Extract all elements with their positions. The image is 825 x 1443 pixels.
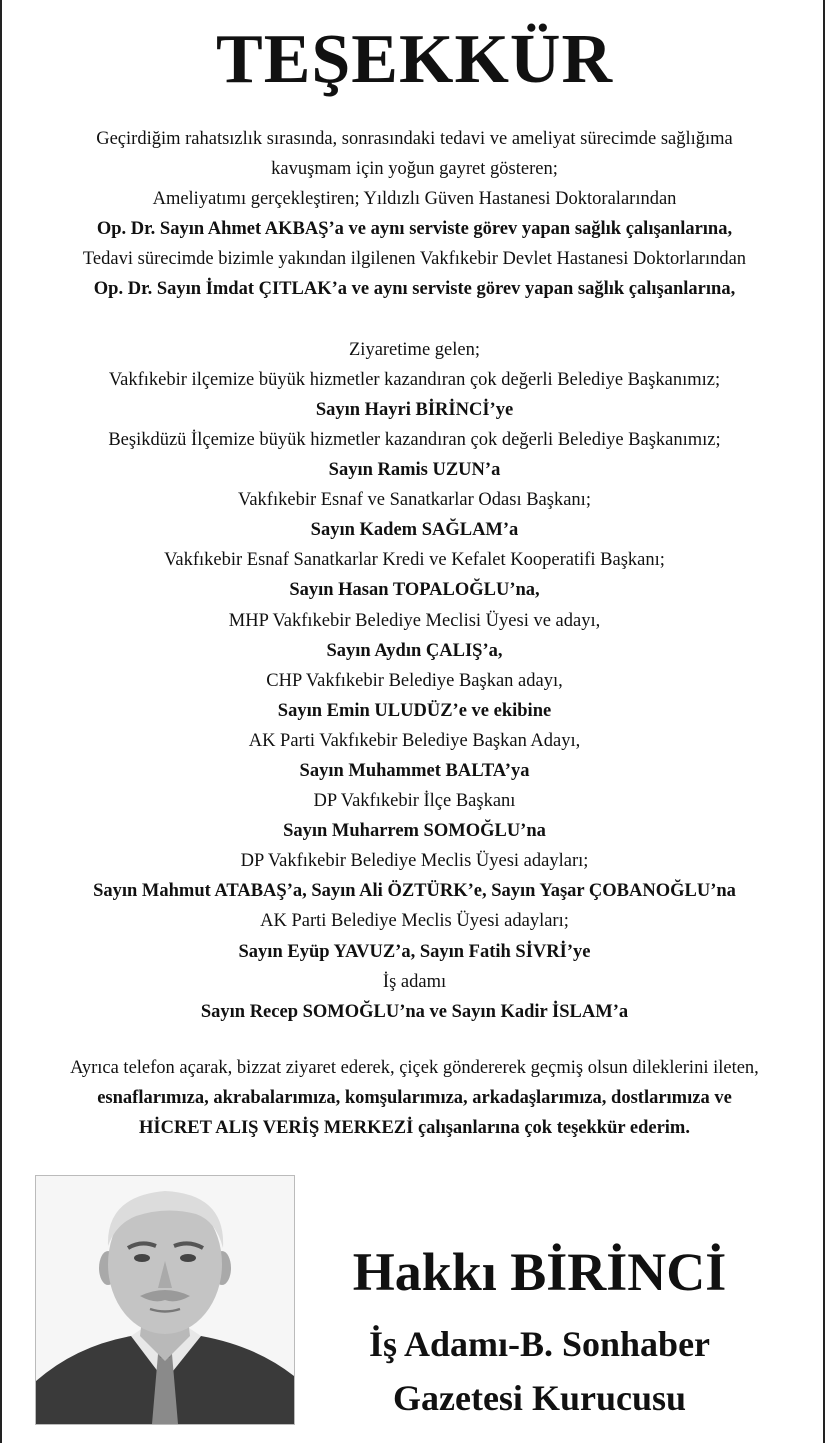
notice-line: Geçirdiğim rahatsızlık sırasında, sonrasındaki tedavi ve ameliyat sürecimde sağlığıma: [96, 129, 733, 149]
notice-line: Vakfıkebir Esnaf Sanatkarlar Kredi ve Kefalet Kooperatifi Başkanı;: [164, 550, 665, 571]
notice-line: Vakfıkebir Esnaf ve Sanatkarlar Odası Başkanı;: [238, 490, 591, 511]
notice-line: Ameliyatımı gerçekleştiren; Yıldızlı Güven Hastanesi Doktoralarından: [152, 189, 677, 210]
notice-line: Vakfıkebir ilçemize büyük hizmetler kazandıran çok değerli Belediye Başkanımız;: [108, 369, 721, 390]
notice-line: Beşikdüzü İlçemize büyük hizmetler kazandıran çok değerli Belediye Başkanımız;: [108, 429, 721, 450]
notice-line: Sayın Muharrem SOMOĞLU’na: [283, 821, 546, 842]
notice-line: Op. Dr. Sayın Ahmet AKBAŞ’a ve aynı serviste görev yapan sağlık çalışanlarına,: [96, 219, 733, 240]
notice-line: Sayın Emin ULUDÜZ’e ve ekibine: [277, 700, 552, 721]
notice-line: MHP Vakfıkebir Belediye Meclisi Üyesi ve adayı,: [228, 610, 601, 631]
notice-line: Sayın Eyüp YAVUZ’a, Sayın Fatih SİVRİ’ye: [238, 941, 591, 962]
notice-line: Sayın Hayri BİRİNCİ’ye: [315, 399, 514, 420]
notice-line: Sayın Ramis UZUN’a: [328, 460, 501, 481]
notice-line: DP Vakfıkebir Belediye Meclis Üyesi adayları;: [240, 851, 589, 872]
signatory-name: Hakkı BİRİNCİ: [352, 1242, 727, 1302]
portrait-photo: [35, 1175, 295, 1425]
notice-line: Sayın Aydın ÇALIŞ’a,: [326, 640, 503, 661]
notice-line: Sayın Hasan TOPALOĞLU’na,: [289, 580, 540, 601]
signatory-title-line-2: Gazetesi Kurucusu: [393, 1378, 686, 1418]
notice-line: DP Vakfıkebir İlçe Başkanı: [313, 791, 516, 812]
notice-line: Sayın Mahmut ATABAŞ’a, Sayın Ali ÖZTÜRK’e, Sayın Yaşar ÇOBANOĞLU’na: [93, 881, 736, 902]
signatory-title-line-1: İş Adamı-B. Sonhaber: [368, 1324, 711, 1364]
closing-paragraph: [2, 1053, 825, 1143]
notice-line: Ziyaretime gelen;: [349, 339, 480, 360]
notice-line: İş adamı: [382, 971, 447, 992]
notice-line: AK Parti Vakfıkebir Belediye Başkan Adayı,: [248, 730, 581, 751]
notice-line: Tedavi sürecimde bizimle yakından ilgilenen Vakfıkebir Devlet Hastanesi Doktorlarından: [82, 249, 747, 270]
notice-body: [2, 124, 825, 1027]
notice-line: AK Parti Belediye Meclis Üyesi adayları;: [260, 911, 569, 932]
closing-line: HİCRET ALIŞ VERİŞ MERKEZİ çalışanlarına çok teşekkür ederim.: [139, 1118, 690, 1139]
notice-line: Sayın Kadem SAĞLAM’a: [310, 520, 519, 541]
notice-line: kavuşmam için yoğun gayret gösteren;: [271, 159, 558, 180]
notice-line: Sayın Muhammet BALTA’ya: [299, 760, 530, 781]
closing-line: esnaflarımıza, akrabalarımıza, komşularımıza, arkadaşlarımıza, dostlarımıza ve: [97, 1088, 732, 1109]
notice-line: CHP Vakfıkebir Belediye Başkan adayı,: [266, 670, 563, 691]
portrait-illustration: [36, 1176, 294, 1424]
spacer-line: [2, 305, 825, 335]
notice-line: Op. Dr. Sayın İmdat ÇITLAK’a ve aynı serviste görev yapan sağlık çalışanlarına,: [93, 279, 736, 300]
notice-line: Sayın Recep SOMOĞLU’na ve Sayın Kadir İSLAM’a: [200, 1001, 629, 1022]
notice-title: TEŞEKKÜR: [216, 21, 613, 98]
closing-line: Ayrıca telefon açarak, bizzat ziyaret ederek, çiçek göndererek geçmiş olsun dileklerini ileten,: [70, 1058, 759, 1078]
